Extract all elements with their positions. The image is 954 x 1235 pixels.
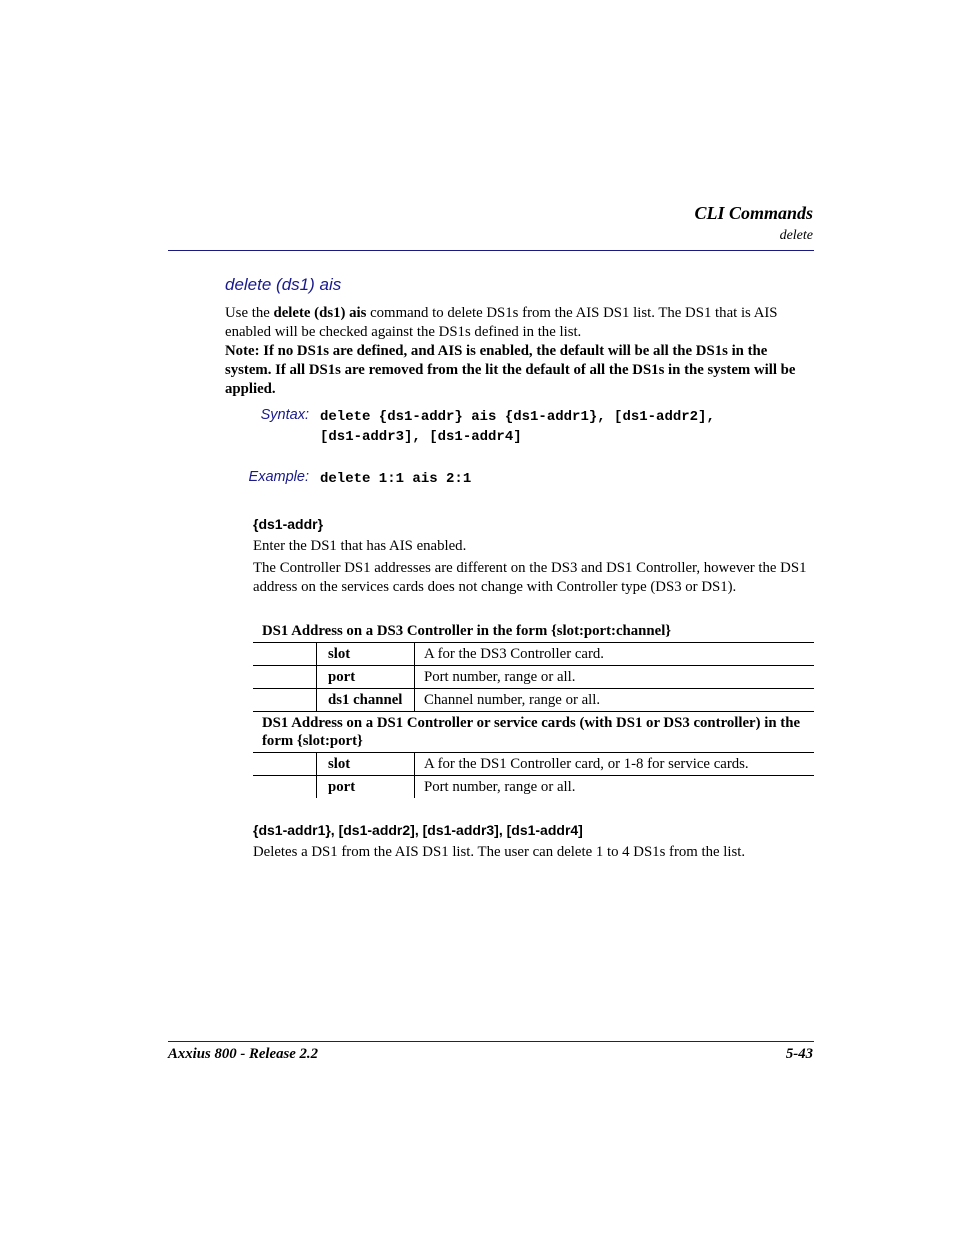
section-label: delete	[779, 228, 813, 243]
table-row	[253, 776, 814, 799]
syntax-line-1: delete {ds1-addr} ais {ds1-addr1}, [ds1-addr2],	[320, 409, 715, 425]
table-cell-field: slot	[317, 643, 415, 666]
intro-text-b: command to delete DS1s from the AIS DS1 list. The DS1 that is AIS enabled will be checked against the DS1s defined in the list.	[225, 305, 778, 340]
example-label: Example:	[248, 469, 309, 485]
table-cell-field: port	[317, 666, 415, 689]
table-caption-ds1-text: DS1 Address on a DS1 Controller or service cards (with DS1 or DS3 controller) in the form {slot:port}	[262, 715, 801, 749]
table-caption-ds1	[253, 712, 814, 753]
header-rule	[168, 250, 814, 251]
intro-text-a: Use the	[225, 305, 274, 321]
param-ds1-addr-list-text: Deletes a DS1 from the AIS DS1 list. The user can delete 1 to 4 DS1s from the list.	[253, 844, 746, 860]
table-cell-desc: Port number, range or all.	[424, 669, 576, 685]
footer-rule	[168, 1041, 814, 1042]
table-caption-ds3	[253, 620, 814, 643]
page-title: delete (ds1) ais	[225, 275, 342, 294]
table-cell-desc: A for the DS1 Controller card, or 1-8 for service cards.	[424, 756, 749, 772]
table-row	[253, 689, 814, 712]
table-cell-desc: Port number, range or all.	[424, 779, 576, 795]
table-cell-field: slot	[317, 753, 415, 776]
intro-note: Note: If no DS1s are defined, and AIS is enabled, the default will be all the DS1s in the system. If all DS1s are removed from the lit the default of all the DS1s in the system will be applied.	[225, 343, 796, 397]
table-cell-field: ds1 channel	[317, 689, 415, 712]
syntax-label: Syntax:	[260, 407, 309, 423]
intro-command: delete (ds1) ais	[273, 305, 367, 321]
syntax-line-2: [ds1-addr3], [ds1-addr4]	[320, 429, 522, 445]
page-number: 5-43	[785, 1046, 813, 1062]
param-ds1-addr-text2: The Controller DS1 addresses are different on the DS3 and DS1 Controller, however the DS1 address on the services cards does not change with Controller type (DS3 or DS1).	[253, 560, 807, 595]
table-cell-desc: Channel number, range or all.	[424, 692, 601, 708]
param-heading-ds1-addr: {ds1-addr}	[253, 516, 324, 532]
intro-paragraph	[225, 304, 815, 399]
table-caption-ds3-text: DS1 Address on a DS3 Controller in the form {slot:port:channel}	[262, 623, 672, 639]
param-heading-ds1-addr-list: {ds1-addr1}, [ds1-addr2], [ds1-addr3], [ds1-addr4]	[253, 822, 583, 838]
table-cell-desc: A for the DS3 Controller card.	[424, 646, 604, 662]
footer-product: Axxius 800 - Release 2.2	[168, 1046, 319, 1062]
table-row	[253, 753, 814, 776]
param-ds1-addr-text1: Enter the DS1 that has AIS enabled.	[253, 538, 467, 554]
example-code: delete 1:1 ais 2:1	[320, 471, 472, 487]
chapter-title: CLI Commands	[694, 203, 813, 223]
table-cell-field: port	[317, 776, 415, 799]
table-row	[253, 643, 814, 666]
table-row	[253, 666, 814, 689]
ds1-address-table	[253, 620, 814, 798]
